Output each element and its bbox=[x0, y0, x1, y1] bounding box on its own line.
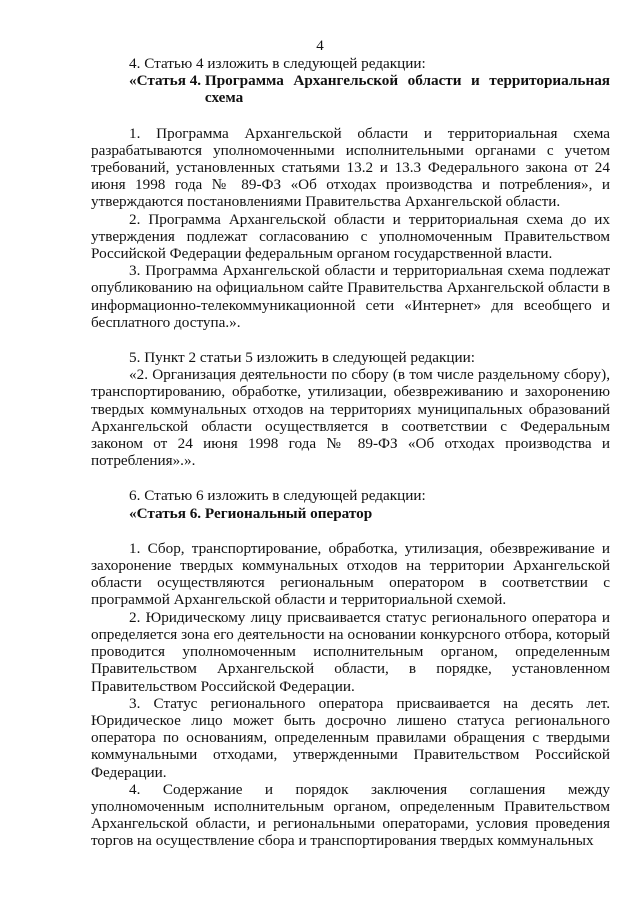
paragraph-gap bbox=[91, 107, 610, 125]
document-body bbox=[91, 55, 610, 850]
article-4-heading-lead: «Статья 4. bbox=[129, 72, 205, 90]
article-6-heading: «Статья 6. Региональный оператор bbox=[129, 504, 373, 522]
article-6-paragraph-2: 2. Юридическому лицу присваивается статус регионального оператора и определяется зона его деятельности на основании конкурсного отбора, который проводится уполномоченным исполнительным органом, определенным Правительством Архангельской области, в порядке, установленном Правительством Российской Федерации. bbox=[91, 608, 610, 695]
article-4-heading-text: Программа Архангельской области и территориальная схема bbox=[204, 72, 610, 107]
article-4-heading bbox=[91, 72, 610, 106]
article-4-paragraph-3: 3. Программа Архангельской области и территориальная схема подлежат опубликованию на официальном сайте Правительства Архангельской области в информационно-телекоммуникационной сети «Интернет» для всеобщего и бесплатного доступа.». bbox=[91, 262, 610, 331]
article-6-paragraph-3: 3. Статус регионального оператора присваивается на десять лет. Юридическое лицо может быть досрочно лишено статуса регионального оператора по основаниям, определенным правилами обращения с твердыми коммунальными отходами, утвержденными Правительством Российской Федерации. bbox=[91, 694, 610, 781]
paragraph-gap bbox=[91, 331, 610, 349]
amendment-intro-article-4: 4. Статью 4 изложить в следующей редакции: bbox=[129, 55, 426, 72]
article-6-paragraph-1: 1. Сбор, транспортирование, обработка, утилизация, обезвреживание и захоронение твердых коммунальных отходов на территории Архангельской области осуществляются региональным оператором в соответствии с программой Архангельской области и территориальной схемой. bbox=[91, 539, 610, 609]
article-4-paragraph-1: 1. Программа Архангельской области и территориальная схема разрабатываются уполномоченными исполнительными органами с учетом требований, установленных статьями 13.2 и 13.3 Федерального закона от 24 июня 1998 года № 89-ФЗ «Об отходах производства и потребления», и утверждаются постановлениями Правительства Архангельской области. bbox=[91, 124, 610, 211]
amendment-intro-article-6: 6. Статью 6 изложить в следующей редакции: bbox=[129, 487, 426, 505]
article-6-paragraph-4: 4. Содержание и порядок заключения соглашения между уполномоченным исполнительным органом, определенным Правительством Архангельской области, и региональными операторами, условия проведения торгов на осуществление сбора и транспортирования твердых коммунальных bbox=[91, 780, 610, 850]
amendment-intro-article-5: 5. Пункт 2 статьи 5 изложить в следующей редакции: bbox=[129, 349, 476, 367]
paragraph-gap bbox=[91, 469, 610, 487]
article-5-point-2: «2. Организация деятельности по сбору (в том числе раздельному сбору), транспортированию, обработке, утилизации, обезвреживанию и захоронению твердых коммунальных отходов на территориях муниципальных образований Архангельской области осуществляется в соответствии с Федеральным законом от 24 июня 1998 года № 89-ФЗ «Об отходах производства и потребления».». bbox=[91, 366, 610, 470]
page-number: 4 bbox=[316, 38, 324, 54]
paragraph-gap bbox=[91, 522, 610, 540]
article-4-paragraph-2: 2. Программа Архангельской области и территориальная схема до их утверждения подлежат согласованию с уполномоченным Правительством Российской Федерации федеральным органом государственной власти. bbox=[91, 210, 610, 263]
